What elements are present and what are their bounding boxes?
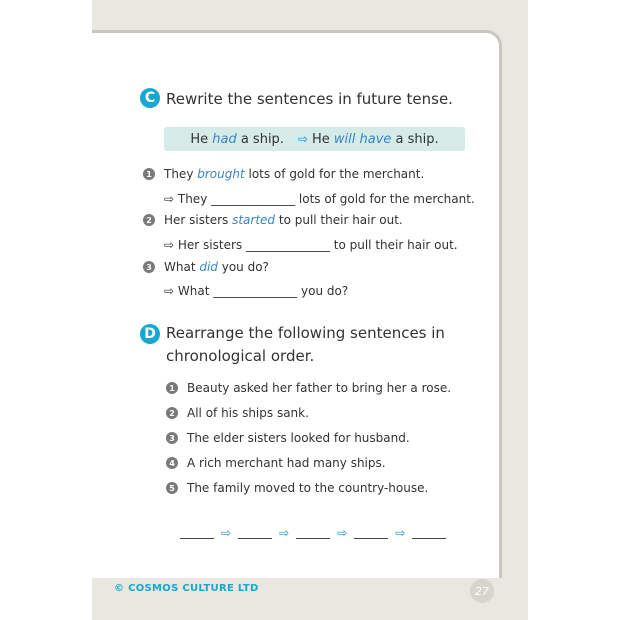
order-blank-2[interactable] — [238, 528, 272, 539]
question-1-pre: They — [164, 167, 198, 181]
list-item-text: The elder sisters looked for husband. — [187, 431, 410, 445]
arrow-icon: ⇨ — [297, 132, 309, 146]
order-blank-5[interactable] — [412, 528, 446, 539]
example-box — [164, 127, 465, 151]
example-post: a ship. — [391, 131, 439, 147]
list-item — [166, 406, 309, 420]
question-2-verb: started — [232, 213, 276, 227]
arrow-icon: ⇨ — [337, 526, 348, 540]
answer-1[interactable]: ⇨ They ______________ lots of gold for the merchant. — [164, 192, 475, 206]
example-mid: a ship. — [236, 131, 284, 147]
section-c-title: Rewrite the sentences in future tense. — [166, 90, 453, 108]
question-1-post: lots of gold for the merchant. — [244, 167, 425, 181]
question-1-verb: brought — [197, 167, 245, 181]
page-number: 27 — [470, 579, 494, 603]
list-item — [166, 456, 386, 470]
number-3-icon: 3 — [166, 432, 178, 444]
number-2-icon: 2 — [166, 407, 178, 419]
list-item-text: All of his ships sank. — [187, 406, 309, 420]
section-c-badge: C — [140, 88, 160, 108]
number-1-icon: 1 — [166, 382, 178, 394]
list-item-text: Beauty asked her father to bring her a rose. — [187, 381, 452, 395]
question-2 — [143, 213, 403, 227]
question-3-verb: did — [199, 260, 218, 274]
question-2-pre: Her sisters — [164, 213, 233, 227]
section-d-title-line1: Rearrange the following sentences in — [166, 324, 445, 342]
question-3-pre: What — [164, 260, 200, 274]
section-c-heading — [140, 88, 453, 111]
answer-3[interactable]: ⇨ What ______________ you do? — [164, 284, 349, 298]
question-3 — [143, 260, 269, 274]
order-answer-row[interactable] — [177, 526, 449, 540]
number-5-icon: 5 — [166, 482, 178, 494]
list-item — [166, 431, 410, 445]
number-3-icon: 3 — [143, 261, 155, 273]
arrow-icon: ⇨ — [221, 526, 232, 540]
number-4-icon: 4 — [166, 457, 178, 469]
order-blank-1[interactable] — [180, 528, 214, 539]
answer-2[interactable]: ⇨ Her sisters ______________ to pull their hair out. — [164, 238, 458, 252]
section-d-badge: D — [140, 324, 160, 344]
list-item-text: A rich merchant had many ships. — [187, 456, 386, 470]
page-frame — [92, 30, 502, 578]
order-blank-4[interactable] — [354, 528, 388, 539]
list-item — [166, 481, 428, 495]
order-blank-3[interactable] — [296, 528, 330, 539]
question-3-post: you do? — [217, 260, 269, 274]
arrow-icon: ⇨ — [279, 526, 290, 540]
example-pre: He — [190, 131, 213, 147]
section-d-title-line2: chronological order. — [166, 347, 315, 365]
section-d-heading — [140, 322, 445, 368]
number-1-icon: 1 — [143, 168, 155, 180]
question-2-post: to pull their hair out. — [275, 213, 403, 227]
example-verb-past: had — [212, 131, 237, 147]
list-item — [166, 381, 451, 395]
number-2-icon: 2 — [143, 214, 155, 226]
example-pre2: He — [312, 131, 334, 147]
list-item-text: The family moved to the country-house. — [187, 481, 429, 495]
question-1 — [143, 167, 424, 181]
example-verb-future: will have — [333, 131, 392, 147]
copyright: © COSMOS CULTURE LTD — [114, 583, 259, 594]
arrow-icon: ⇨ — [395, 526, 406, 540]
